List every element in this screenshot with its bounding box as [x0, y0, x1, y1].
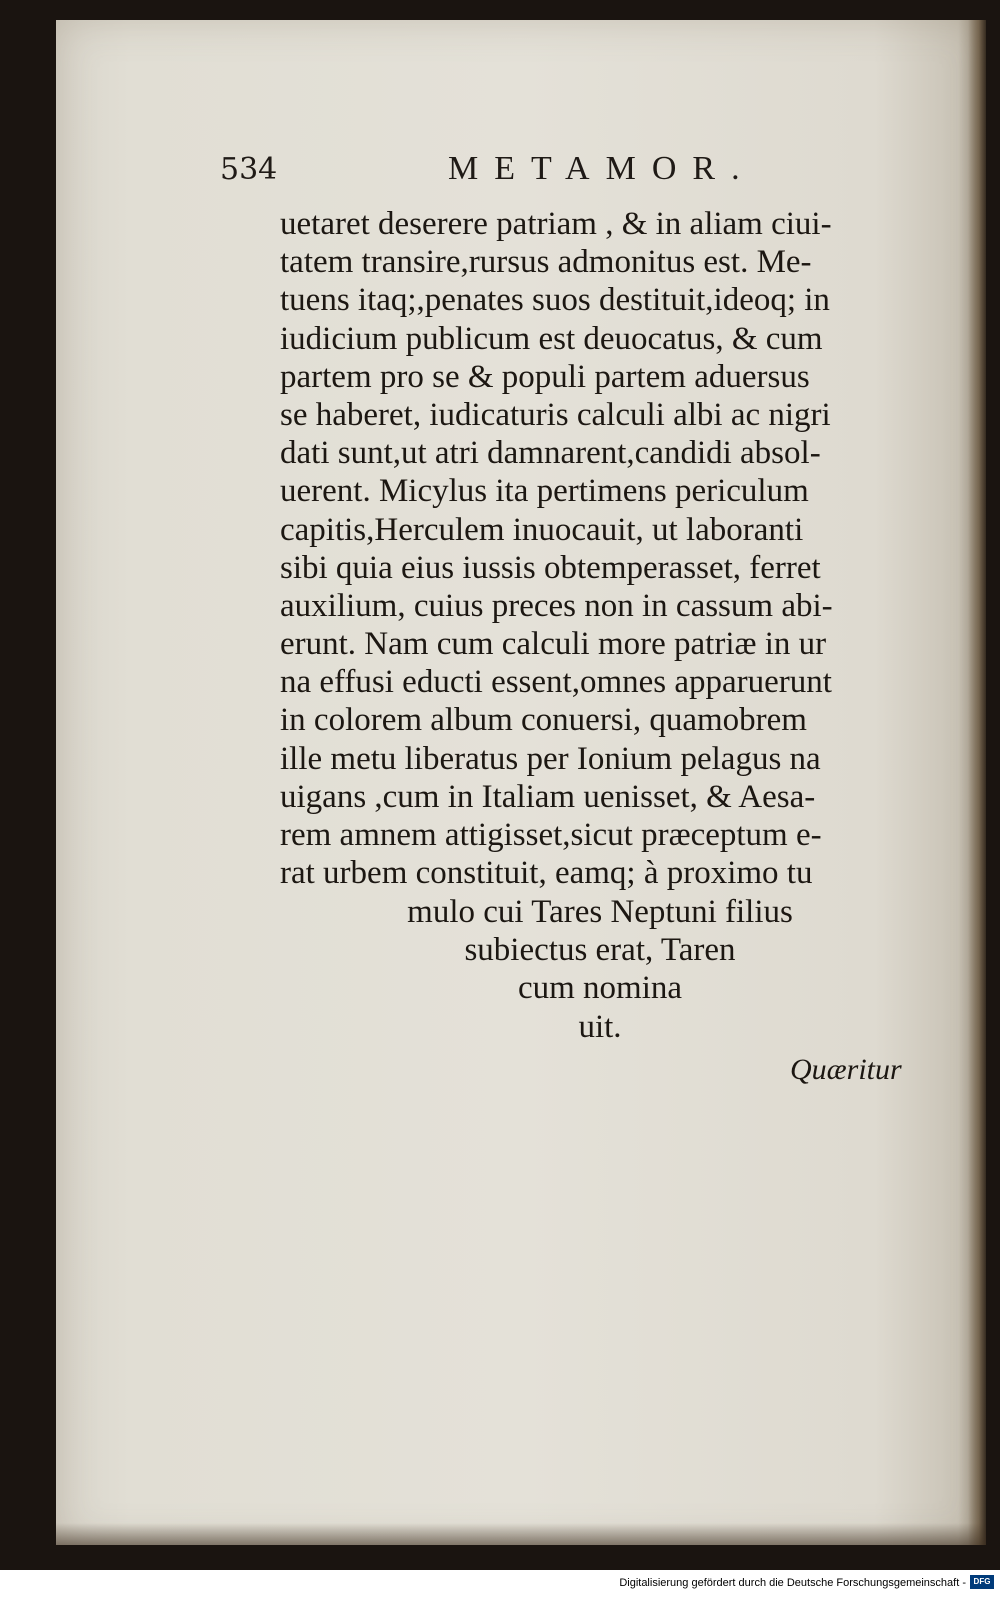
text-line: auxilium, cuius preces non in cassum abi- — [280, 587, 833, 624]
text-line: rem amnem attigisset,sicut præceptum e- — [280, 817, 822, 853]
text-line: capitis,Herculem inuocauit, ut laboranti — [280, 511, 804, 548]
text-line: se haberet, iudicaturis calculi albi ac nigri — [280, 396, 831, 433]
text-line: in colorem album conuersi, quamobrem — [280, 702, 807, 739]
text-line: uetaret deserere patriam , & in aliam ciui- — [280, 206, 832, 242]
text-line: rat urbem constituit, eamq; à proximo tu — [280, 855, 813, 892]
page-gutter-shadow — [968, 20, 986, 1545]
text-line: subiectus erat, Taren — [464, 932, 736, 969]
text-line: tuens itaq;,penates suos destituit,ideoq; in — [280, 282, 830, 319]
text-line: tatem transire,rursus admonitus est. Me- — [280, 244, 812, 281]
catchword: Quæritur — [790, 1053, 902, 1086]
dfg-logo: DFG — [970, 1575, 994, 1589]
page-number: 534 — [220, 152, 278, 187]
text-line: uigans ,cum in Italiam uenisset, & Aesa- — [280, 778, 816, 815]
text-line: dati sunt,ut atri damnarent,candidi absol- — [280, 435, 821, 472]
text-line: na effusi educti essent,omnes apparuerunt — [280, 664, 832, 701]
text-line: mulo cui Tares Neptuni filius — [407, 894, 793, 930]
text-line: partem pro se & populi partem aduersus — [280, 358, 810, 395]
text-line: erunt. Nam cum calculi more patriæ in ur — [280, 626, 827, 663]
text-line: ille metu liberatus per Ionium pelagus na — [280, 740, 821, 777]
text-line: cum nomina — [517, 970, 683, 1007]
text-line: uerent. Micylus ita pertimens periculum — [280, 473, 809, 510]
funding-credit: Digitalisierung gefördert durch die Deutsche Forschungsgemeinschaft - — [619, 1577, 966, 1589]
text-line: uit. — [578, 1008, 622, 1045]
text-line: iudicium publicum est deuocatus, & cum — [280, 320, 823, 357]
body-text — [280, 205, 920, 892]
running-head: METAMOR. — [448, 150, 756, 187]
page-bottom-shadow — [56, 1523, 986, 1545]
tapered-paragraph-end — [280, 893, 920, 1046]
digitization-footer — [0, 1572, 1000, 1597]
text-line: sibi quia eius iussis obtemperasset, ferret — [280, 549, 821, 586]
